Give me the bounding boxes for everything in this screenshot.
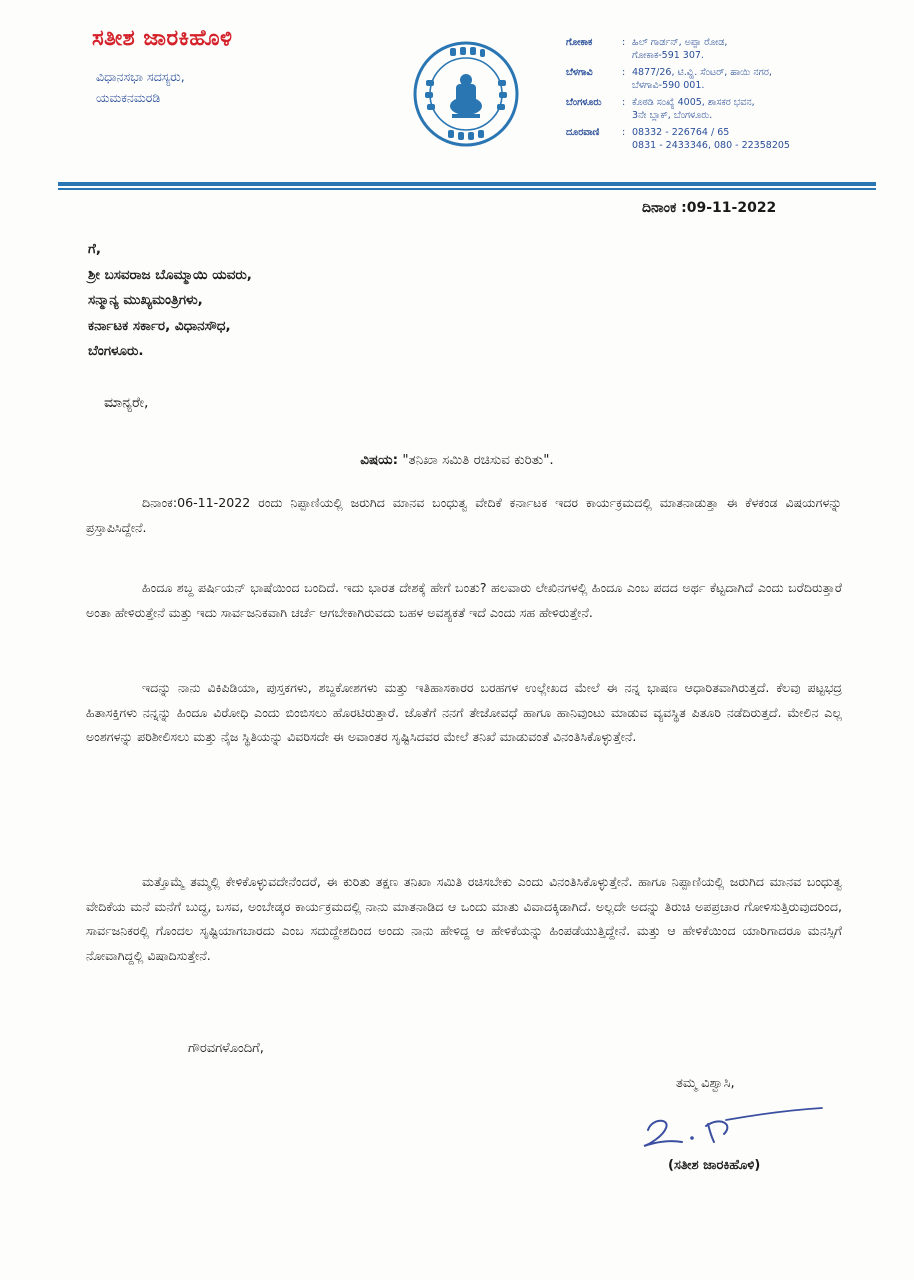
addressee-line: ಶ್ರೀ ಬಸವರಾಜ ಬೊಮ್ಮಾಯಿ ಯವರು,: [88, 266, 252, 283]
addressee-line: ಕರ್ನಾಟಕ ಸರ್ಕಾರ, ವಿಧಾನಸೌಧ,: [88, 317, 231, 334]
contact-line: ಬೆಳಗಾವಿ-590 001.: [632, 80, 705, 91]
subject-label: ವಿಷಯ:: [360, 452, 399, 468]
emblem-seal-icon: [412, 40, 520, 148]
contact-label: ದೂರವಾಣಿ: [566, 127, 600, 138]
contact-row-bengaluru: ಬೆಂಗಳೂರು : ಕೊಠಡಿ ಸಂಖ್ಯೆ 4005, ಶಾಸಕರ ಭವನ, 3ನೇ ಬ್ಲಾಕ್, ಬೆಂಗಳೂರು.: [566, 96, 886, 122]
addressee-line: ಬೆಂಗಳೂರು.: [88, 343, 144, 359]
body-paragraph-2: ಹಿಂದೂ ಶಬ್ದ ಪರ್ಷಿಯನ್ ಭಾಷೆಯಿಂದ ಬಂದಿದೆ. ಇದು ಭಾರತ ದೇಶಕ್ಕೆ ಹೇಗೆ ಬಂತು? ಹಲವಾರು ಲೇಖಿನಗಳಲ್ಲಿ ಹಿಂದೂ ಎಂಬ ಪದದ ಅರ್ಥ ಕೆಟ್ಟದಾಗಿದೆ ಎಂದು ಬರೆದಿರುತ್ತಾರೆ ಅಂತಾ ಹೇಳಿರುತ್ತೇನೆ ಮತ್ತು ಇದು ಸಾರ್ವಜನಿಕವಾಗಿ ಚರ್ಚೆ ಆಗಬೇಕಾಗಿರುವದು ಬಹಳ ಅವಶ್ಯಕತೆ ಇದೆ ಎಂದು ಸಹ ಹೇಳಿರುತ್ತೇನೆ.: [86, 580, 842, 620]
body-paragraph-1: ದಿನಾಂಕ:06-11-2022 ರಂದು ನಿಪ್ಪಾಣಿಯಲ್ಲಿ ಜರುಗಿದ ಮಾನವ ಬಂಧುತ್ವ ವೇದಿಕೆ ಕರ್ನಾಟಕ ಇದರ ಕಾರ್ಯಕ್ರಮದಲ್ಲಿ ಮಾತನಾಡುತ್ತಾ ಈ ಕೆಳಕಂಡ ವಿಷಯಗಳನ್ನು ಪ್ರಸ್ತಾಪಿಸಿದ್ದೇನೆ.: [86, 495, 842, 535]
letterhead-constituency: ಯಮಕನಮರಡಿ: [96, 90, 161, 105]
contact-line: ಗೋಕಾಕ-591 307.: [632, 50, 704, 61]
salutation: ಮಾನ್ಯರೇ,: [104, 395, 149, 411]
contact-line: 0831 - 2433346, 080 - 22358205: [632, 140, 790, 151]
letterhead-contacts: [566, 36, 886, 156]
contact-line: 4877/26, ಟಿ.ವ್ಹಿ. ಸೆಂಟರ್, ಹಾಯಿ ನಗರ,: [632, 67, 772, 78]
contact-row-phone: ದೂರವಾಣಿ : 08332 - 226764 / 65 0831 - 2433346, 080 - 22358205: [566, 126, 886, 152]
body-paragraph-3: ಇದನ್ನು ನಾನು ವಿಕಿಪಿಡಿಯಾ, ಪುಸ್ತಕಗಳು, ಶಬ್ದಕೋಶಗಳು ಮತ್ತು ಇತಿಹಾಸಕಾರರ ಬರಹಗಳ ಉಲ್ಲೇಖದ ಮೇಲೆ ಈ ನನ್ನ ಭಾಷಣ ಆಧಾರಿತವಾಗಿರುತ್ತದೆ. ಕೆಲವು ಪಟ್ಟಭದ್ರ ಹಿತಾಸಕ್ತಿಗಳು ನನ್ನನ್ನು ಹಿಂದೂ ವಿರೋಧಿ ಎಂದು ಬಿಂಬಿಸಲು ಹೊರಟಿರುತ್ತಾರೆ. ಜೊತೆಗೆ ನನಗೆ ತೇಜೋವಧೆ ಹಾಗೂ ಹಾನಿವುಂಟು ಮಾಡುವ ವ್ಯವಸ್ಥಿತ ಪಿತೂರಿ ನಡೆದಿರುತ್ತದೆ. ಮೇಲಿನ ಎಲ್ಲ ಅಂಶಗಳನ್ನು ಪರಿಶೀಲಿಸಲು ಮತ್ತು ನೈಜ ಸ್ಥಿತಿಯನ್ನು ವಿವರಿಸದೇ ಈ ಅವಾಂತರ ಸೃಷ್ಟಿಸಿದವರ ಮೇಲೆ ತನಿಖೆ ಮಾಡುವಂತೆ ವಿನಂತಿಸಿಕೊಳ್ಳುತ್ತೇನೆ.: [86, 680, 842, 744]
contact-line: ಹಿಲ್ ಗಾರ್ಡನ್, ಅಪ್ಪಾ ರೋಡ,: [632, 37, 728, 48]
letterhead-designation: ವಿಧಾನಸಭಾ ಸದಸ್ಯರು,: [96, 69, 185, 84]
addressee-block: [88, 237, 252, 365]
contact-line: ಕೊಠಡಿ ಸಂಖ್ಯೆ 4005, ಶಾಸಕರ ಭವನ,: [632, 97, 755, 108]
signatory-name: (ಸತೀಶ ಜಾರಕಿಹೊಳಿ): [668, 1158, 761, 1173]
subject-text: "ತನಿಖಾ ಸಮಿತಿ ರಚಿಸುವ ಕುರಿತು".: [402, 452, 554, 468]
closing-line: ಗೌರವಗಳೊಂದಿಗೆ,: [188, 1041, 264, 1056]
contact-label: ಗೋಕಾಕ: [566, 37, 593, 48]
contact-row-gokak: ಗೋಕಾಕ : ಹಿಲ್ ಗಾರ್ಡನ್, ಅಪ್ಪಾ ರೋಡ, ಗೋಕಾಕ-591 307.: [566, 36, 886, 62]
contact-label: ಬೆಳಗಾವಿ: [566, 67, 593, 78]
letterhead-divider: [58, 182, 876, 186]
letterhead-subtitle: [96, 66, 185, 108]
yours-faithfully: ತಮ್ಮ ವಿಶ್ವಾಸಿ,: [676, 1076, 735, 1091]
contact-row-belagavi: ಬೆಳಗಾವಿ : 4877/26, ಟಿ.ವ್ಹಿ. ಸೆಂಟರ್, ಹಾಯಿ ನಗರ, ಬೆಳಗಾವಿ-590 001.: [566, 66, 886, 92]
letterhead-divider-thin: [58, 188, 876, 190]
letter-date: ದಿನಾಂಕ :09-11-2022: [642, 200, 777, 216]
addressee-line: ಗೆ,: [88, 241, 101, 257]
subject-line: [0, 452, 914, 468]
signature-icon: [630, 1096, 830, 1152]
contact-line: 08332 - 226764 / 65: [632, 127, 730, 138]
body-paragraph-4: ಮತ್ತೊಮ್ಮೆ ತಮ್ಮಲ್ಲಿ ಕೇಳಿಕೊಳ್ಳುವದೇನೆಂದರೆ, ಈ ಕುರಿತು ತಕ್ಷಣ ತನಿಖಾ ಸಮಿತಿ ರಚಿಸಬೇಕು ಎಂದು ವಿನಂತಿಸಿಕೊಳ್ಳುತ್ತೇನೆ. ಹಾಗೂ ನಿಪ್ಪಾಣಿಯಲ್ಲಿ ಜರುಗಿದ ಮಾನವ ಬಂಧುತ್ವ ವೇದಿಕೆಯ ಮನೆ ಮನೆಗೆ ಬುದ್ಧ, ಬಸವ, ಅಂಬೇಡ್ಕರ ಕಾರ್ಯಕ್ರಮದಲ್ಲಿ ನಾನು ಮಾತನಾಡಿದ ಆ ಒಂದು ಮಾತು ವಿವಾದಕ್ಕಿಡಾಗಿದೆ. ಅಲ್ಲದೇ ಅದನ್ನು ತಿರುಚಿ ಅಪಪ್ರಚಾರ ಗೋಳಿಸುತ್ತಿರುವುದರಿಂದ, ಸಾರ್ವಜನಿಕರಲ್ಲಿ ಗೊಂದಲ ಸೃಷ್ಟಿಯಾಗಬಾರದು ಎಂಬ ಸದುದ್ದೇಶದಿಂದ ಅಂದು ನಾನು ಹೇಳಿದ್ದ ಆ ಹೇಳಿಕೆಯನ್ನು ಹಿಂಪಡೆಯುತ್ತಿದ್ದೇನೆ. ಮತ್ತು ಆ ಹೇಳಿಕೆಯಿಂದ ಯಾರಿಗಾದರೂ ಮನಸ್ಸಿಗೆ ನೋವಾಗಿದ್ದಲ್ಲಿ ವಿಷಾದಿಸುತ್ತೇನೆ.: [86, 874, 842, 963]
letterhead-name: ಸತೀಶ ಜಾರಕಿಹೊಳಿ: [92, 26, 233, 51]
contact-line: 3ನೇ ಬ್ಲಾಕ್, ಬೆಂಗಳೂರು.: [632, 110, 713, 121]
addressee-line: ಸನ್ಮಾನ್ಯ ಮುಖ್ಯಮಂತ್ರಿಗಳು,: [88, 292, 203, 308]
contact-label: ಬೆಂಗಳೂರು: [566, 97, 602, 108]
